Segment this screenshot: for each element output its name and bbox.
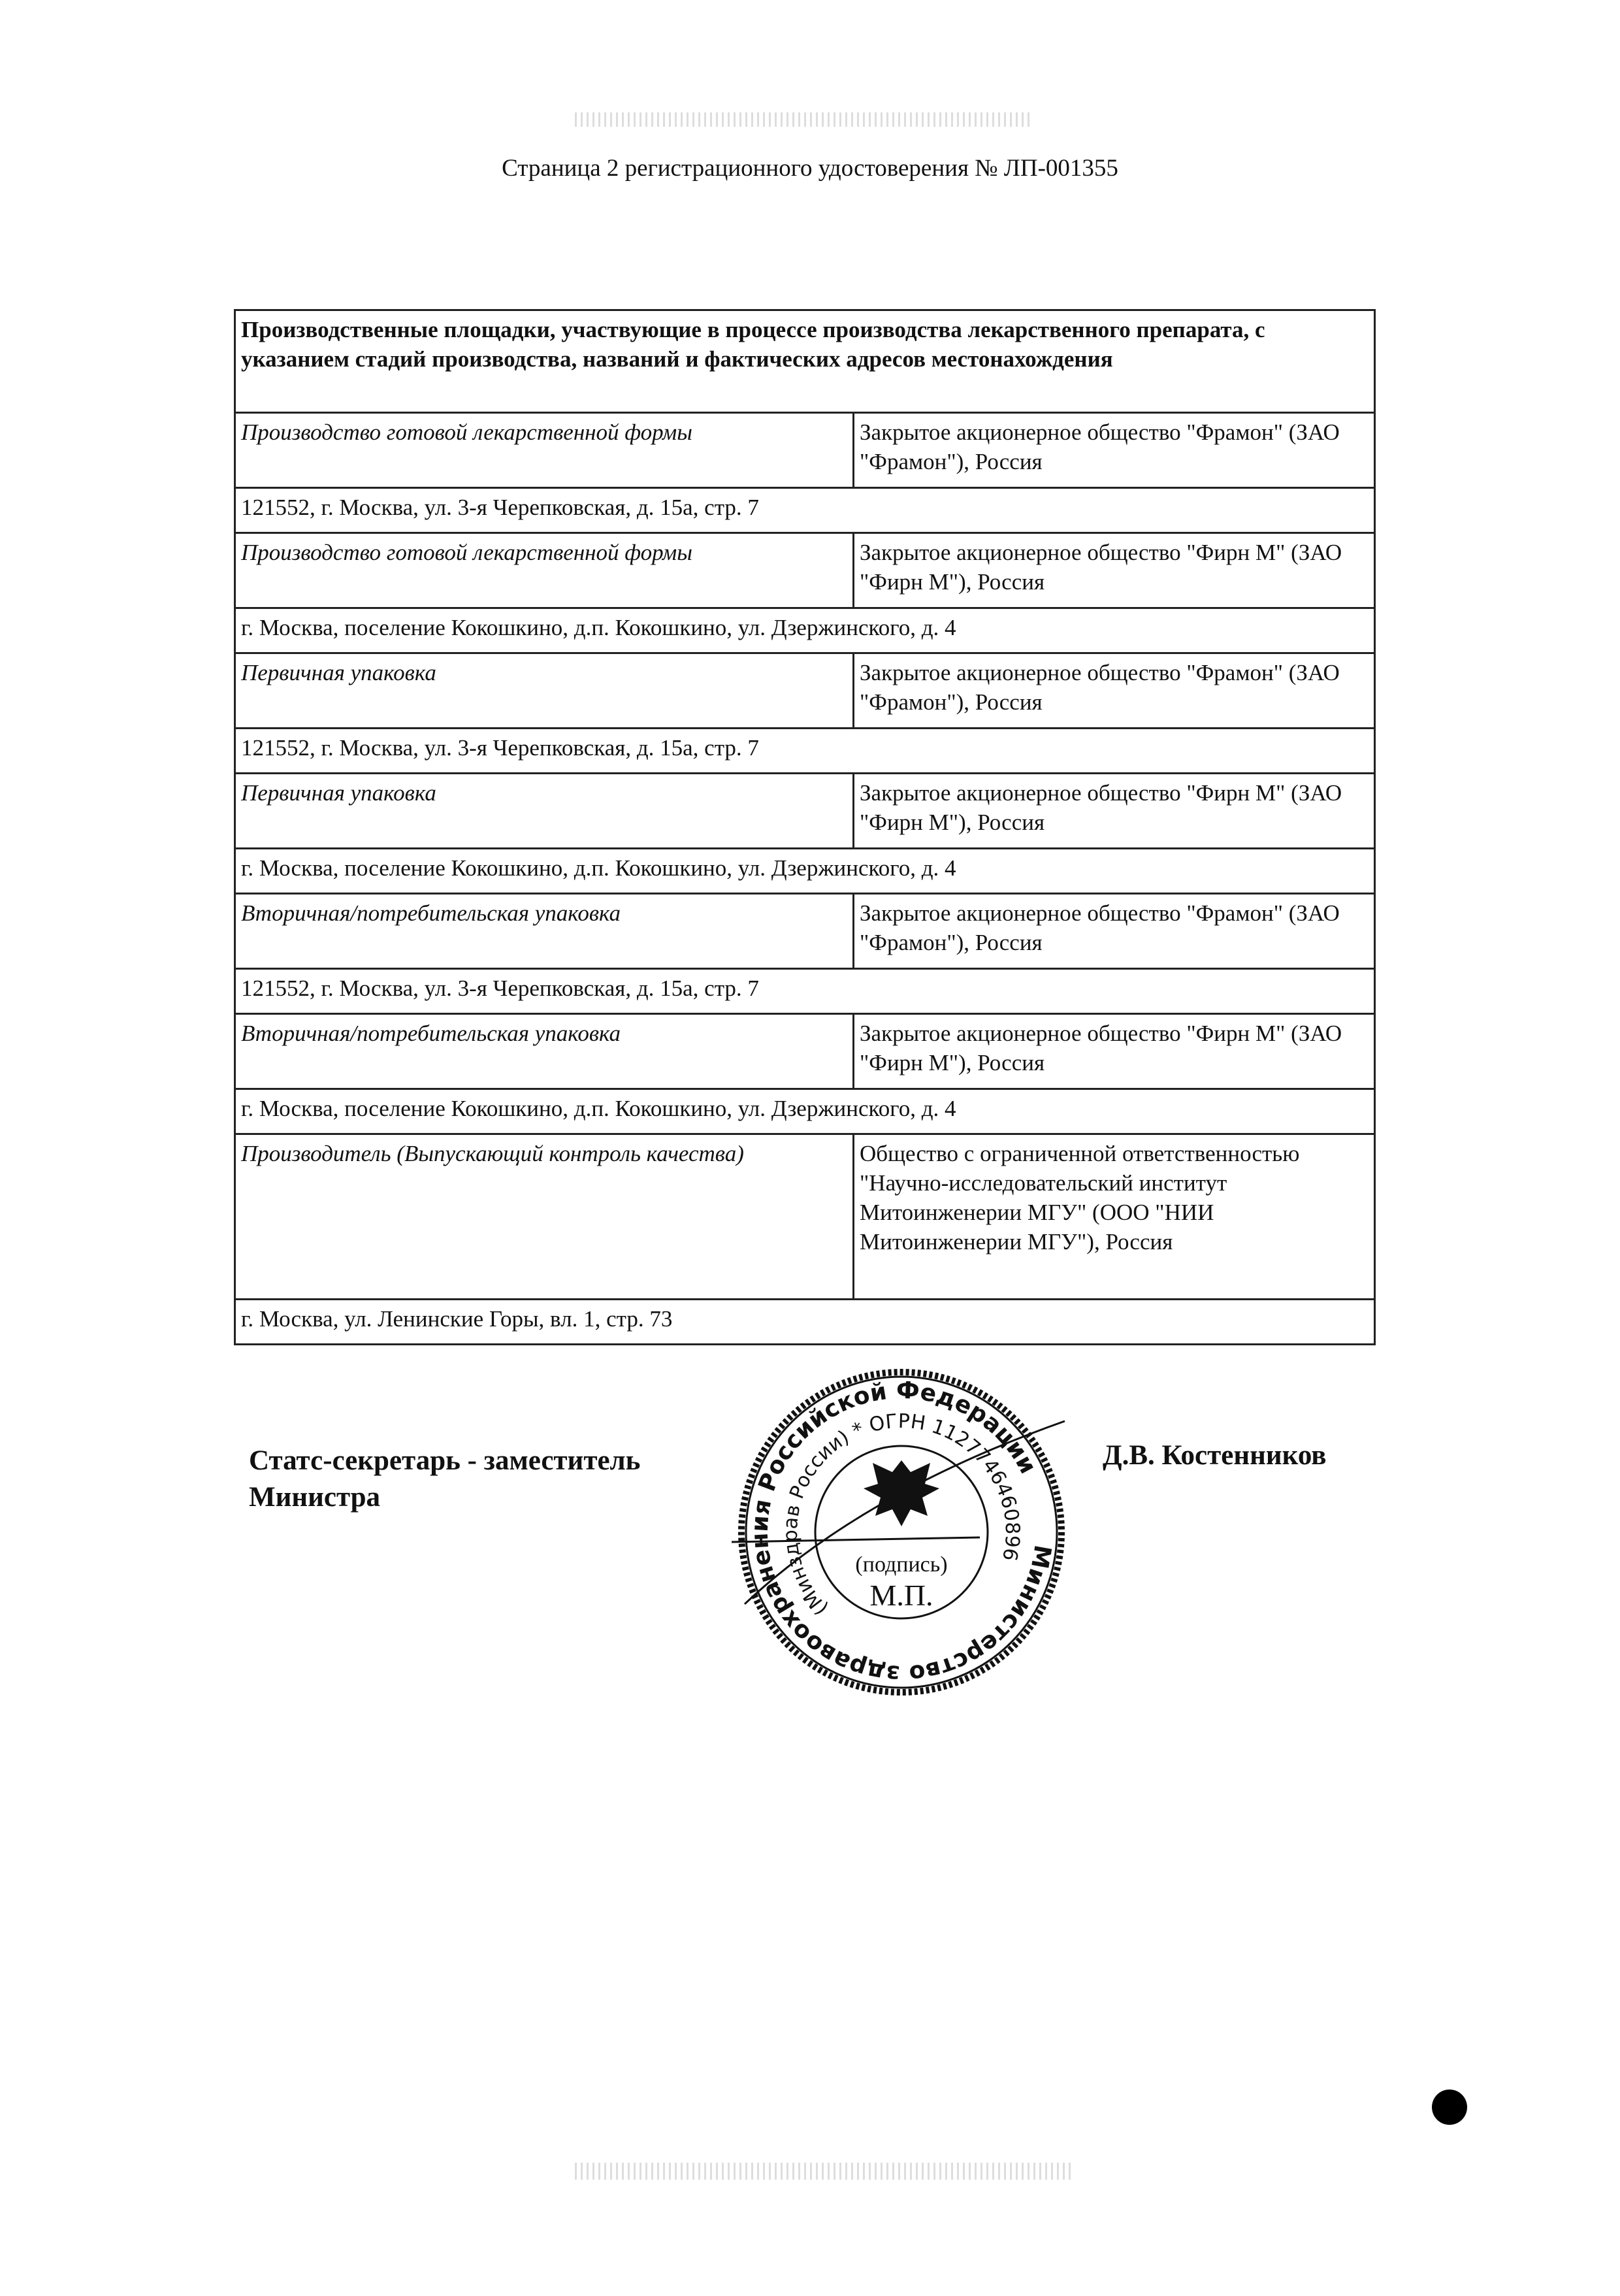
company-cell: Закрытое акционерное общество "Фирн М" (ЗАО "Фирн М"), Россия: [854, 774, 1375, 849]
punch-hole-mark: [1432, 2090, 1467, 2125]
company-cell: Закрытое акционерное общество "Фирн М" (ЗАО "Фирн М"), Россия: [854, 1014, 1375, 1089]
table-row: [235, 1089, 1375, 1134]
table-row: [235, 1134, 1375, 1300]
stage-cell: Производство готовой лекарственной формы: [235, 533, 854, 608]
official-stamp: [732, 1362, 1071, 1702]
company-cell: Закрытое акционерное общество "Фрамон" (ЗАО "Фрамон"), Россия: [854, 894, 1375, 969]
table-row: [235, 608, 1375, 653]
stage-cell: Первичная упаковка: [235, 774, 854, 849]
table-row: [235, 849, 1375, 894]
position-line-1: Статс-секретарь - заместитель: [249, 1445, 641, 1476]
table-heading: Производственные площадки, участвующие в процессе производства лекарственного препарата, с указанием стадий производства, названий и фактических адресов местонахождения: [235, 310, 1375, 413]
address-cell: г. Москва, поселение Кокошкино, д.п. Кокошкино, ул. Дзержинского, д. 4: [235, 1089, 1375, 1134]
table-row: [235, 1014, 1375, 1089]
table-row: [235, 488, 1375, 533]
stage-cell: Производитель (Выпускающий контроль качества): [235, 1134, 854, 1300]
address-cell: г. Москва, поселение Кокошкино, д.п. Кокошкино, ул. Дзержинского, д. 4: [235, 608, 1375, 653]
signatory-position: [249, 1443, 640, 1516]
stage-cell: Первичная упаковка: [235, 653, 854, 729]
table-row: [235, 533, 1375, 608]
address-cell: 121552, г. Москва, ул. 3-я Черепковская, д. 15а, стр. 7: [235, 969, 1375, 1014]
page-title: Страница 2 регистрационного удостоверения № ЛП-001355: [502, 155, 1118, 182]
stamp-inner-text: (Минздрав России) * ОГРН 1127746460896: [779, 1409, 1024, 1620]
stage-cell: Вторичная/потребительская упаковка: [235, 894, 854, 969]
stamp-outer-text: Министерство здравоохранения Российской Федерации: [746, 1377, 1056, 1688]
table-row: [235, 894, 1375, 969]
scan-artifact: [575, 2163, 1071, 2180]
company-cell: Закрытое акционерное общество "Фрамон" (ЗАО "Фрамон"), Россия: [854, 653, 1375, 729]
table-row: [235, 413, 1375, 488]
table-row: [235, 969, 1375, 1014]
table-row: [235, 653, 1375, 729]
stamp-seal-mark: М.П.: [869, 1579, 933, 1612]
table-row: [235, 1300, 1375, 1345]
address-cell: г. Москва, ул. Ленинские Горы, вл. 1, стр. 73: [235, 1300, 1375, 1345]
company-cell: Общество с ограниченной ответственностью "Научно-исследовательский институт Митоинженерии МГУ" (ООО "НИИ Митоинженерии МГУ"), Россия: [854, 1134, 1375, 1300]
stage-cell: Производство готовой лекарственной формы: [235, 413, 854, 488]
scan-artifact: [575, 112, 1032, 127]
signatory-name: Д.В. Костенников: [1103, 1440, 1327, 1471]
stage-cell: Вторичная/потребительская упаковка: [235, 1014, 854, 1089]
address-cell: 121552, г. Москва, ул. 3-я Черепковская, д. 15а, стр. 7: [235, 488, 1375, 533]
address-cell: г. Москва, поселение Кокошкино, д.п. Кокошкино, ул. Дзержинского, д. 4: [235, 849, 1375, 894]
table-row: [235, 774, 1375, 849]
stamp-signature-note: (подпись): [855, 1552, 948, 1577]
production-sites-table: [234, 309, 1376, 1345]
address-cell: 121552, г. Москва, ул. 3-я Черепковская, д. 15а, стр. 7: [235, 729, 1375, 774]
position-line-2: Министра: [249, 1482, 381, 1513]
company-cell: Закрытое акционерное общество "Фрамон" (ЗАО "Фрамон"), Россия: [854, 413, 1375, 488]
table-row: [235, 729, 1375, 774]
company-cell: Закрытое акционерное общество "Фирн М" (ЗАО "Фирн М"), Россия: [854, 533, 1375, 608]
